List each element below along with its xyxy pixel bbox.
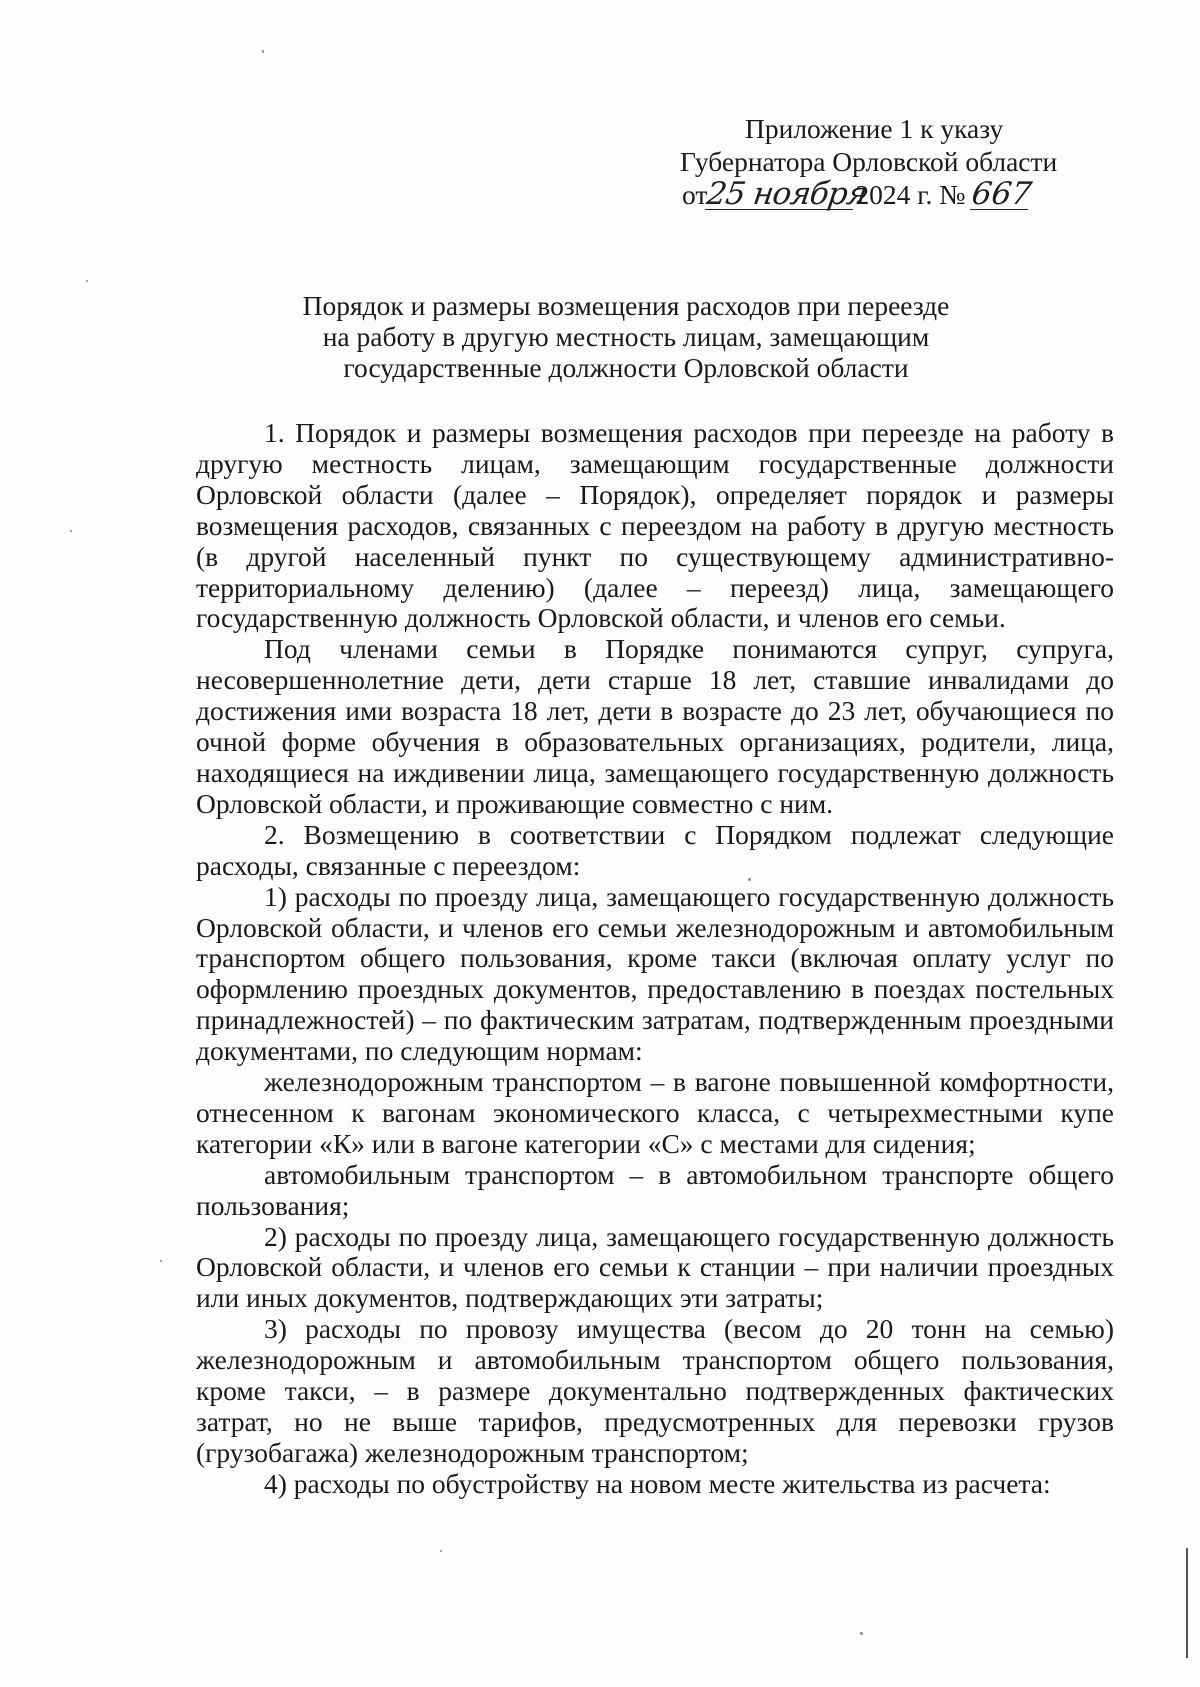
document-title [196,290,1056,383]
paragraph-6: автомобильным транспортом – в автомобильном транспорте общего пользования; [196,1158,1114,1221]
date-prefix: от [682,179,708,210]
paragraph-4: 1) расходы по проезду лица, замещающего государственную должность Орловской области, и членов его семьи железнодорожным и автомобильным транспортом общего пользования, кроме такси (включая оплату услуг по оформлению проездных документов, предоставлению в поездах постельных принадлежностей) – по фактическим затратам, подтвержденным проездными документами, по следующим нормам: [196,880,1114,1067]
scan-speck [748,878,751,881]
handwritten-date: 25 ноября [704,176,870,212]
paragraph-2: Под членами семьи в Порядке понимаются супруг, супруга, несовершеннолетние дети, дети старше 18 лет, ставшие инвалидами до достижения ими возраста 18 лет, дети в возрасте до 23 лет, обучающиеся по очной форме обучения в образовательных организациях, родители, лица, находящиеся на иждивении лица, замещающего государственную должность Орловской области, и проживающие совместно с ним. [196,633,1114,819]
handwritten-number: 667 [969,176,1035,212]
title-line-1: Порядок и размеры возмещения расходов при переезде [302,290,950,321]
year-and-number-label: 2024 г. № [855,179,966,210]
scan-speck [860,1632,863,1635]
paragraph-9: 4) расходы по обустройству на новом месте жительства из расчета: [264,1467,1051,1499]
scan-edge-mark [1186,1548,1188,1658]
scan-speck [262,50,264,53]
paragraph-8: 3) расходы по провозу имущества (весом до 20 тонн на семью) железнодорожным и автомобильным транспортом общего пользования, кроме такси, – в размере документально подтвержденных фактических затрат, но не выше тарифов, предусмотренных для перевозки грузов (грузобагажа) железнодорожным транспортом; [196,1313,1114,1468]
paragraph-7: 2) расходы по проезду лица, замещающего государственную должность Орловской области, и членов его семьи к станции – при наличии проездных или иных документов, подтверждающих эти затраты; [196,1220,1114,1314]
scan-speck [440,1550,442,1552]
title-line-2: на работу в другую местность лицам, замещающим [322,321,930,352]
appendix-line-2: Губернатора Орловской области [680,146,1058,177]
scan-speck [70,530,72,532]
scan-speck [160,1260,162,1262]
scan-speck [86,280,88,282]
document-body [196,418,1114,1500]
appendix-header [680,112,1100,211]
appendix-line-1: Приложение 1 к указу [745,113,1004,144]
paragraph-3: 2. Возмещению в соответствии с Порядком подлежат следующие расходы, связанные с переездом: [196,818,1114,881]
paragraph-1: 1. Порядок и размеры возмещения расходов при переезде на работу в другую местность лицам, замещающим государственные должности Орловской области (далее – Порядок), определяет порядок и размеры возмещения расходов, связанных с переездом на работу в другую местность (в другой населенный пункт по существующему административно-территориальному делению) (далее – переезд) лица, замещающего государственную должность Орловской области, и членов его семьи. [196,417,1114,634]
paragraph-5: железнодорожным транспортом – в вагоне повышенной комфортности, отнесенном к вагонам экономического класса, с четырехместными купе категории «К» или в вагоне категории «С» с местами для сидения; [196,1066,1114,1159]
appendix-line-3 [680,178,1100,211]
title-line-3: государственные должности Орловской области [343,352,909,383]
